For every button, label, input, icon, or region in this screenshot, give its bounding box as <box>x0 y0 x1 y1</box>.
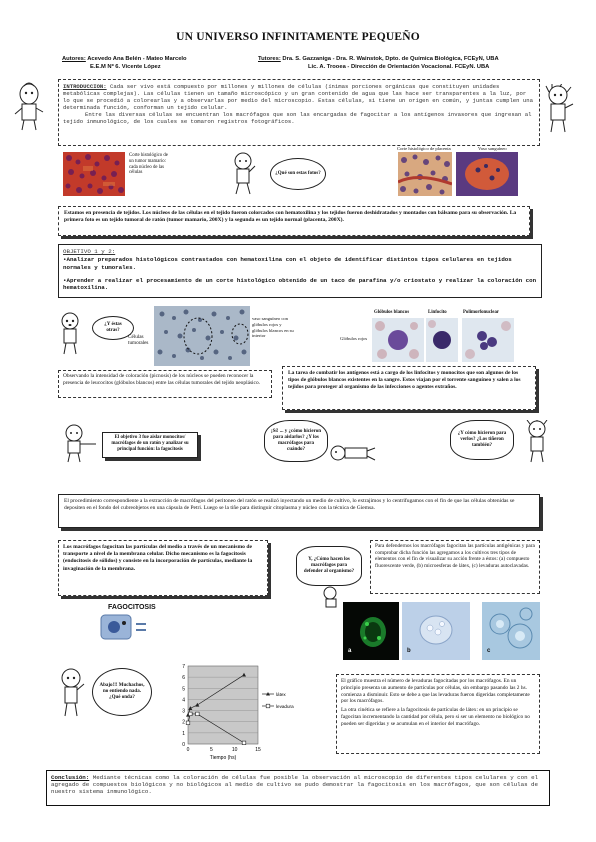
grafico-text-1: El gráfico muestra el número de levaduras fagocitadas por los macrófagos. En un principio presenta un aumento de partículas por células, sin embargo pasando las 2 hs. comienza a disminuir. Esto se debe a que las levaduras fueron digeridas completamente por los macrófagos. <box>341 678 530 705</box>
y-estas-bubble: ¿Y éstas otras? <box>92 316 134 340</box>
legend-marker-levadura <box>266 704 270 708</box>
polimorfonuclear-label: Polimorfonuclear <box>463 310 499 315</box>
photo-label-a: a <box>348 648 352 654</box>
authors-names: Acevedo Ana Belén - Mateo Marcelo <box>87 56 187 62</box>
authors-school: E.E.M Nº 6. Vicente López <box>90 63 161 70</box>
globulos-rojos-label: Glóbulos rojos <box>340 336 368 341</box>
conclusion-label: Conclusión: <box>51 774 90 781</box>
x-tick-label: 15 <box>255 747 261 753</box>
objective-item-1: •Analizar preparados histológicos contrastados con hematoxilina con el objeto de identificar distintos tipos celulares en tejidos normales y tumorales. <box>63 256 512 271</box>
phagocytosis-chart <box>176 662 312 762</box>
photo-c-levaduras <box>482 602 540 660</box>
x-tick-label: 5 <box>209 747 213 753</box>
cartoon-surprised-icon <box>56 312 84 356</box>
cartoon-student-left-icon <box>12 82 46 132</box>
globulos-blancos-label: Glóbulos blancos <box>374 310 410 315</box>
vaso-photo <box>456 152 518 196</box>
blood-cell-photo-1 <box>372 318 424 362</box>
intro-label: INTRODUCCION: <box>63 83 107 90</box>
y-tick-label: 2 <box>182 719 185 726</box>
objectives-label: OBJETIVO 1 y 2: <box>63 248 116 255</box>
intro-text-2: Entre las diversas células se encuentran los macrófagos que son las encargadas de fagocitar a los antígenos invasores que ingresan al tejido inmunológico, de los cuales se tomaron registros fotográficos. <box>63 111 532 126</box>
x-axis-label: Tiempo (hs) <box>209 755 237 761</box>
conclusion-box <box>46 770 550 806</box>
cartoon-thinker-icon <box>228 152 258 196</box>
objective-item-2: •Aprender a realizar el procesamiento de un corte histológico obtenido de un taco de parafina y/o criostato y realizar la coloración con hematoxilina. <box>63 276 537 292</box>
y-tick-label: 7 <box>182 664 185 670</box>
histology-photo <box>154 306 250 366</box>
cartoon-pointing-icon <box>60 424 98 464</box>
blood-cell-photo-2 <box>426 318 458 362</box>
data-point-levadura <box>189 712 193 716</box>
x-tick-label: 10 <box>231 747 238 753</box>
legend-label-0: látex <box>276 692 286 697</box>
vaso-sanguineo-label: vaso sanguíneo con glóbulos rojos y glóbulos blancos en su interior <box>252 316 294 339</box>
authors-label: Autores: <box>62 56 86 62</box>
placenta-caption: Corte histológico de placenta <box>397 146 451 151</box>
data-point-levadura <box>242 741 246 745</box>
cartoon-lying-icon <box>330 442 376 464</box>
cartoon-student-right-icon <box>540 84 576 134</box>
authors-block <box>62 56 187 71</box>
grafico-text-2: La otra cinética se refiere a la fagocitosis de partículas de látex: en un principio se fagocitan incrementando la cantidad por célula, pero si ser un elemento no biológico no pueden ser digeridas y se acumulan en el interior del macrófago. <box>341 707 530 727</box>
que-son-bubble: ¿Qué son estas fotos? <box>270 158 326 190</box>
tumor-photo <box>63 152 125 196</box>
y-tick-label: 4 <box>182 697 185 704</box>
plot-area <box>188 666 258 744</box>
data-point-levadura <box>186 721 190 725</box>
y-tick-label: 0 <box>182 742 185 748</box>
tumor-caption: Corte histológico de un tumor mamario: cada núcleo de las células <box>129 153 168 176</box>
intro-text: Cada ser vivo está compuesto por millones y millones de células (ínimas porciones orgánicas que constituyen unidades metabólicas complejas). Las células tienen un tamaño microscópico y un gran contenido de agua que las hace ser transparentes a la luz, por lo que se procedió a colorearlas y a observarlas por medio del microscopio. Estas células, si tiene un origen en común, y juntas cumplen una determinada función, conforman un tejido celular. <box>63 83 533 112</box>
como-hicieron-bubble: ¿Y cómo hicieron para verlos? ¿Los tiñeron también? <box>450 420 514 460</box>
si-como-bubble: ¡Sí! ... y ¿cómo hicieron para aislarlos? ¿Y los macrófagos para cuándo? <box>264 420 328 462</box>
defender-box: Para defendernos los macrófagos fagocitan las partículas antigénicas y para comprobar dicha función las agregamos a los cultivos tres tipos de elementos con el fin de visualizar su acción frente a éstos: (a) compuesto fluorescente verde, (b) microesferas de látex, (c) levaduras autoclavadas. <box>370 540 540 594</box>
photo-a-fluorescent <box>343 602 399 660</box>
tarea-box: La tarea de combatir los antígenos está a cargo de los linfocitos y monocitos que son algunos de los tipos de glóbulos blancos existentes en la sangre. Estos viajan por el torrente sanguíneo y salen a los tejidos para proteger al organismo de las infecciones o agentes extraños. <box>282 366 536 410</box>
y-tick-label: 3 <box>182 708 185 715</box>
procedure-box: El procedimiento correspondiente a la extracción de macrófagos del peritoneo del ratón se realizó inyectando un medio de cultivo, lo extrajimos y lo centrifugamos con el fin de que las células obtenidas se depositen en el fondo del cubreobjetos en una cápsula de Petri. Luego se la tiñe para distinguir citoplasma y núcleo con la técnica de Giemsa. <box>58 494 540 528</box>
abajo-bubble: Abajo!!! Muchachos, no entiendo nada. ¿Qué onda? <box>92 668 152 716</box>
fagocitosis-diagram <box>100 614 160 640</box>
vaso-caption: Vaso sanguíneo <box>478 146 507 151</box>
intro-box <box>58 79 540 146</box>
data-point-levadura <box>196 712 200 716</box>
objectives-box <box>58 244 542 298</box>
photo-b-latex <box>402 602 470 660</box>
y-tick-label: 6 <box>182 675 185 682</box>
fagocitan-box: Los macrófagos fagocitan las partículas del medio a través de un mecanismo de transporte a nivel de la membrana celular. Dicho mecanismo es la fagocitosis (endocitosis de sólidos) y consiste en la incorporación de partículas, mediante la invaginación de la membrana. <box>58 540 268 596</box>
tutors-block <box>258 56 499 71</box>
y-tick-label: 1 <box>182 730 185 737</box>
grafico-text-box <box>336 674 540 754</box>
fagocitosis-label: FAGOCITOSIS <box>108 604 156 611</box>
tutors-names-2: Lic. A. Trooea - Dirección de Orientación Vocacional. FCEyN. UBA <box>308 63 490 70</box>
cartoon-right-icon <box>520 420 554 464</box>
legend-label-1: levadura <box>276 704 294 709</box>
photo-label-c: c <box>487 648 491 654</box>
cartoon-sitting-icon <box>320 586 344 610</box>
cartoon-confused-icon <box>56 668 86 718</box>
conclusion-text: Mediante técnicas como la coloración de células fue posible la observación al microscopio de diferentes tipos celulares y con el agregado de compuestos biológicos y no biológicos al medio de cultivo se pudo demostrar la fagocitosis en los macrófagos, que son células de nuestro sistema inmunológico. <box>51 774 539 796</box>
como-hacen-bubble: Y, ¿Cómo hacen los macrófagos para defender al organismo? <box>296 546 362 586</box>
objetivo3-box: El objetivo 3 fue aislar monocitos/ macrófagos de un ratón y analizar su principal función: la fagocitosis <box>102 432 198 458</box>
x-tick-label: 0 <box>186 747 190 753</box>
tutors-label: Tutores: <box>258 56 281 62</box>
celulas-tumorales-label: Células tumorales <box>128 334 149 347</box>
placenta-photo <box>398 152 452 196</box>
tutors-names: Dra. S. Gazzaniga - Dra. R. Wainstok, Dpto. de Química Biológica, FCEyN, UBA <box>282 56 499 62</box>
y-tick-label: 5 <box>182 686 185 693</box>
intensity-box: Observando la intensidad de coloración (picnosis) de los núcleos se pueden reconocer la presencia de leucocitos (glóbulos blancos) entre las células tumorales del tejido neoplásico. <box>58 370 272 398</box>
linfocito-label: Linfocito <box>428 310 447 315</box>
tissues-box: Estamos en presencia de tejidos. Los núcleos de las células en el tejido fueron colorcados con hematoxilina y los tejidos fueron deshidratados y montados con bálsamo para su observación. La primera foto es un tejido tumoral de ratón (tumor mamario, 200X) y la segunda es un tejido normal (placenta, 200X). <box>58 206 530 236</box>
blood-cell-photo-3 <box>462 318 514 362</box>
page-title: UN UNIVERSO INFINITAMENTE PEQUEÑO <box>176 31 420 43</box>
photo-label-b: b <box>407 648 411 654</box>
